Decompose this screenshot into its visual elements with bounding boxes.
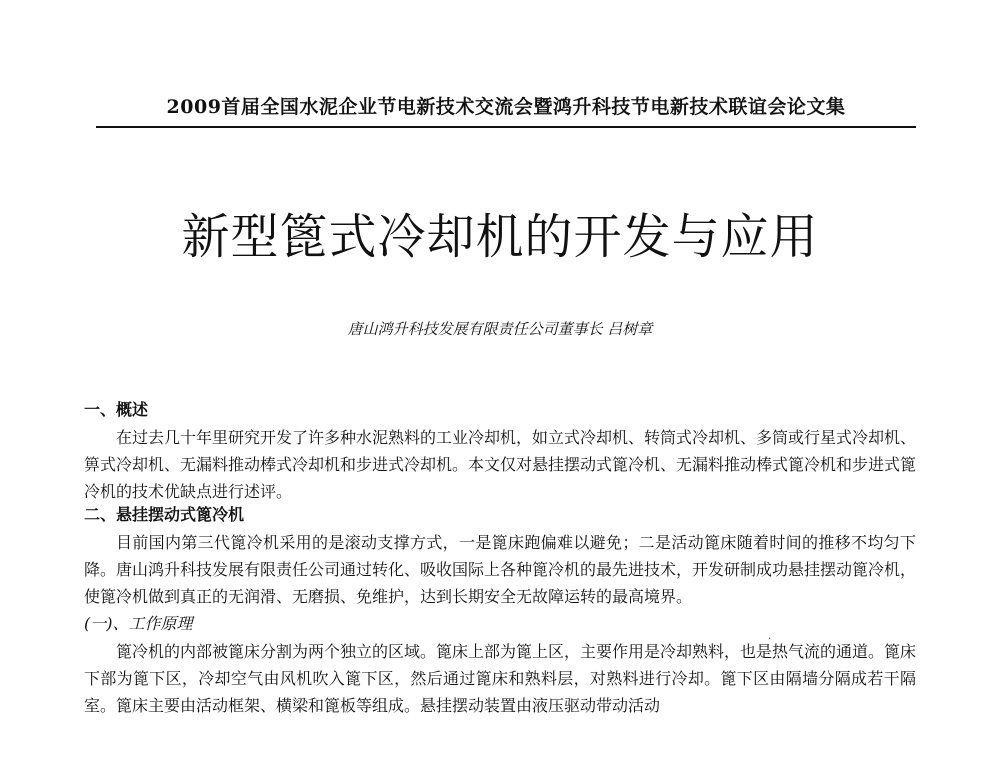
scan-speck: · (768, 634, 772, 645)
subsection-paragraph-working-principle: 篦冷机的内部被篦床分割为两个独立的区域。篦床上部为篦上区，主要作用是冷却熟料，也是热气流的通道。篦床下部为篦下区，冷却空气由风机吹入篦下区，然后通过篦床和熟料层，对熟料进行冷却。篦下区由隔墙分隔成若干隔室。篦床主要由活动框架、横梁和篦板等组成。悬挂摆动装置由液压驱动带动活动 (84, 642, 917, 715)
section-paragraph-overview: 在过去几十年里研究开发了许多种水泥熟料的工业冷却机，如立式冷却机、转筒式冷却机、多筒或行星式冷却机、箅式冷却机、无漏料推动棒式冷却机和步进式冷却机。本文仅对悬挂摆动式篦冷机、无漏料推动棒式篦冷机和步进式篦冷机的技术优缺点进行述评。 (84, 428, 917, 501)
section-paragraph-suspended-cooler: 目前国内第三代篦冷机采用的是滚动支撑方式，一是篦床跑偏难以避免；二是活动篦床随着时间的推移不均匀下降。唐山鸿升科技发展有限责任公司通过转化、吸收国际上各种篦冷机的最先进技术，开发研制成功悬挂摆动篦冷机，使篦冷机做到真正的无润滑、无磨损、免维护，达到长期安全无故障运转的最高境界。 (84, 533, 917, 606)
author-byline: 唐山鸿升科技发展有限责任公司董事长 吕树章 (347, 320, 653, 338)
section-heading-overview: 一、概述 (84, 400, 149, 419)
paper-title: 新型篦式冷却机的开发与应用 (181, 209, 819, 265)
paper-body (84, 400, 916, 719)
header-rule (96, 126, 916, 128)
subsection-heading-working-principle: (一)、工作原理 (84, 614, 193, 633)
section-heading-suspended-cooler: 二、悬挂摆动式篦冷机 (84, 505, 245, 524)
proceedings-header: 2009首届全国水泥企业节电新技术交流会暨鸿升科技节电新技术联谊会论文集 (166, 96, 846, 118)
